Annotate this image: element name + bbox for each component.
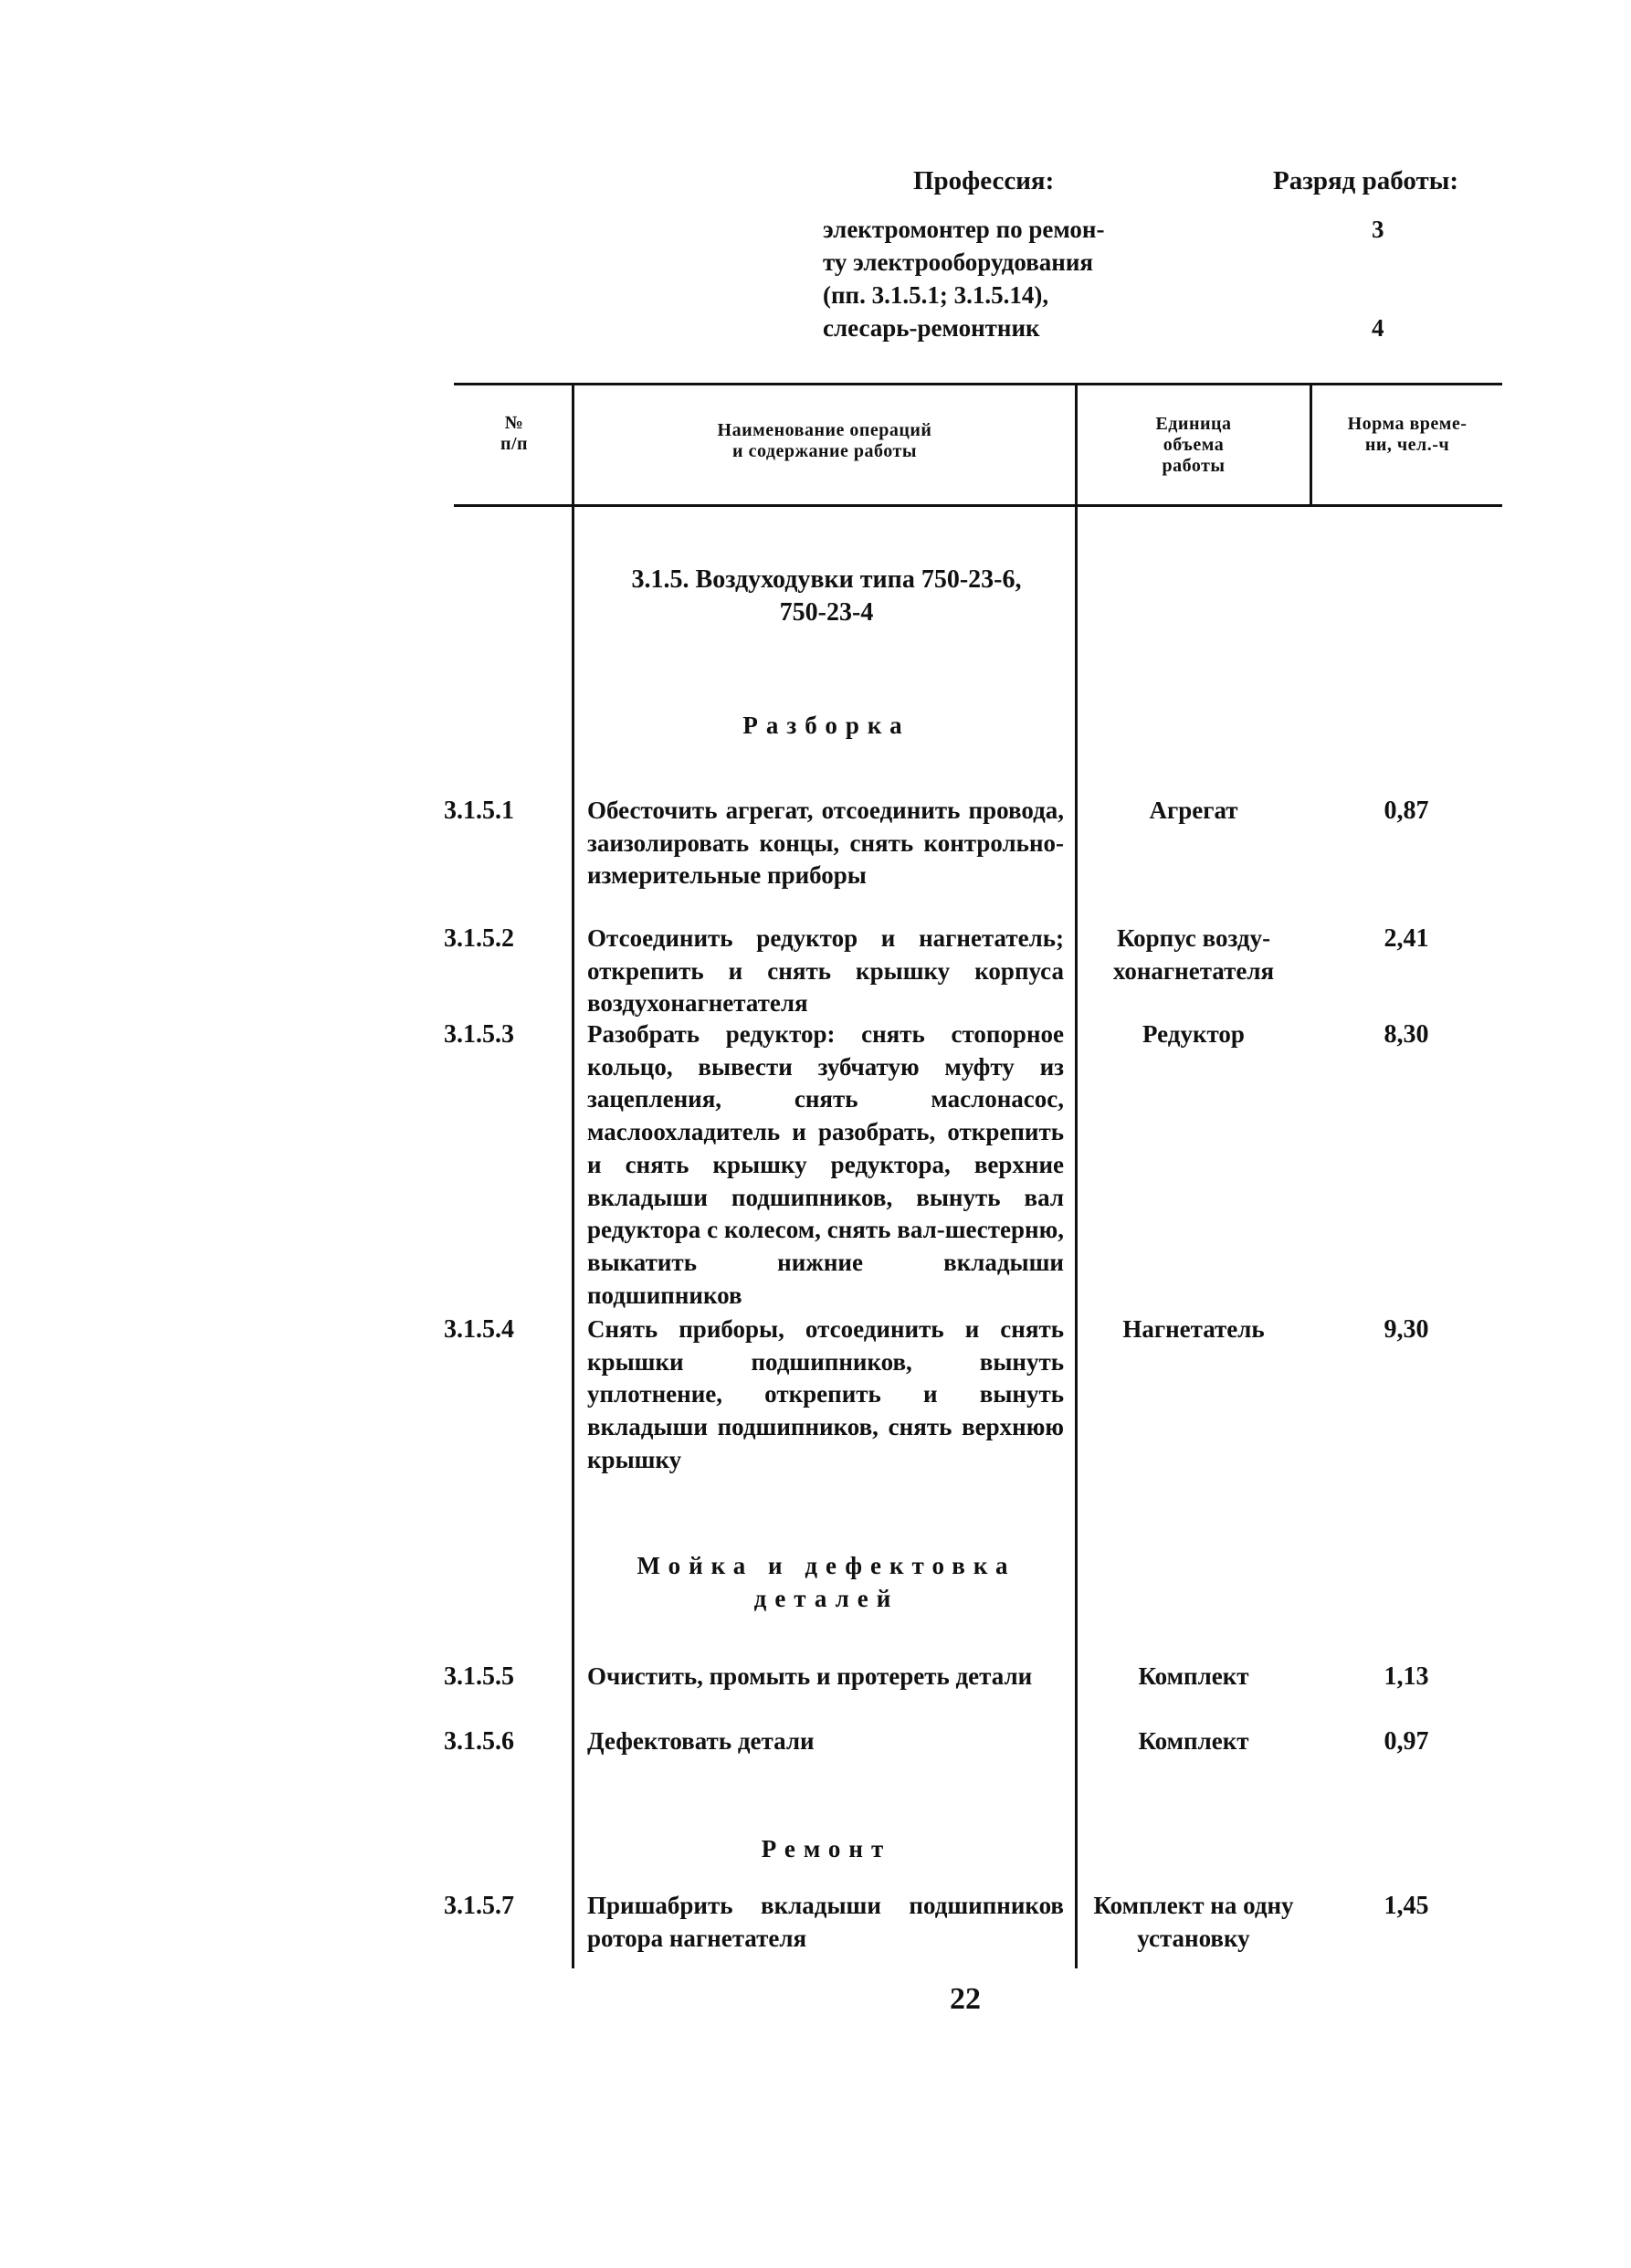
row-number: 3.1.5.6 bbox=[444, 1727, 514, 1756]
rank-label: Разряд работы: bbox=[1273, 166, 1459, 195]
row-unit: Комплект bbox=[1138, 1727, 1249, 1755]
column-divider bbox=[572, 384, 574, 1968]
rank-value: 3 bbox=[1372, 216, 1384, 243]
row-number: 3.1.5.4 bbox=[444, 1315, 514, 1344]
row-unit: Комплект на одну установку bbox=[1093, 1892, 1294, 1952]
profession-line: ту электрооборудования bbox=[823, 248, 1094, 276]
row-description: Пришабрить вкладыши подшипников ротора нагнетателя bbox=[587, 1892, 1064, 1952]
row-unit: Редуктор bbox=[1142, 1020, 1245, 1048]
profession-line: слесарь-ремонтник bbox=[823, 314, 1040, 342]
row-description: Дефектовать детали bbox=[587, 1727, 815, 1755]
row-description: Разобрать редуктор: снять стопорное кольцо, вывести зубчатую муфту из зацепления, снять маслонасос, маслоохладитель и разобрать, открепить и снять крышку редуктора, верхние вкладыши подшипников, вынуть вал редуктора с колесом, снять вал-шестерню, выкатить нижние вкладыши подшипников bbox=[587, 1020, 1064, 1309]
row-number: 3.1.5.2 bbox=[444, 924, 514, 953]
row-unit: Корпус возду-хонагнетателя bbox=[1112, 924, 1275, 985]
row-unit: Агрегат bbox=[1149, 796, 1238, 824]
row-unit: Нагнетатель bbox=[1122, 1315, 1265, 1343]
row-norm: 9,30 bbox=[1384, 1315, 1429, 1344]
section-heading-disassembly: Разборка bbox=[742, 712, 910, 739]
row-norm: 0,87 bbox=[1384, 796, 1429, 825]
profession-line: электромонтер по ремон- bbox=[823, 216, 1105, 243]
table-top-border bbox=[454, 383, 1502, 385]
row-description: Обесточить агрегат, отсоединить провода, заизолировать концы, снять контрольно-измерительные приборы bbox=[587, 796, 1064, 890]
row-number: 3.1.5.7 bbox=[444, 1892, 514, 1920]
row-norm: 2,41 bbox=[1384, 924, 1429, 953]
profession-list bbox=[823, 213, 1104, 344]
row-number: 3.1.5.3 bbox=[444, 1020, 514, 1049]
row-description: Очистить, промыть и протереть детали bbox=[587, 1662, 1033, 1690]
rank-value: 4 bbox=[1372, 314, 1384, 342]
row-norm: 8,30 bbox=[1384, 1020, 1429, 1049]
row-description: Отсоединить редуктор и нагнетатель; открепить и снять крышку корпуса воздухонагнетателя bbox=[587, 924, 1064, 1018]
row-norm: 0,97 bbox=[1384, 1727, 1429, 1756]
column-divider bbox=[1075, 384, 1078, 1968]
section-heading-washing: Мойка и дефектовка деталей bbox=[637, 1552, 1016, 1612]
row-norm: 1,45 bbox=[1384, 1892, 1429, 1920]
row-unit: Комплект bbox=[1138, 1662, 1249, 1690]
header-bottom-border bbox=[454, 504, 1502, 507]
row-number: 3.1.5.5 bbox=[444, 1662, 514, 1691]
row-description: Снять приборы, отсоединить и снять крышки подшипников, вынуть уплотнение, открепить и вынуть вкладыши подшипников, снять верхнюю крышку bbox=[587, 1315, 1064, 1473]
profession-line: (пп. 3.1.5.1; 3.1.5.14), bbox=[823, 281, 1049, 309]
column-header-norm: Норма време- ни, чел.-ч bbox=[1347, 414, 1468, 455]
section-title: 3.1.5. Воздуходувки типа 750-23-6, 750-23-4 bbox=[631, 565, 1022, 627]
profession-label: Профессия: bbox=[913, 166, 1055, 195]
row-number: 3.1.5.1 bbox=[444, 796, 514, 825]
page-number: 22 bbox=[950, 1982, 981, 2016]
section-heading-repair: Ремонт bbox=[761, 1835, 892, 1862]
column-header-number: № п/п bbox=[500, 413, 529, 454]
column-header-operation: Наименование операций и содержание работы bbox=[717, 420, 932, 461]
column-header-unit: Единица объема работы bbox=[1155, 414, 1232, 476]
row-norm: 1,13 bbox=[1384, 1662, 1429, 1691]
